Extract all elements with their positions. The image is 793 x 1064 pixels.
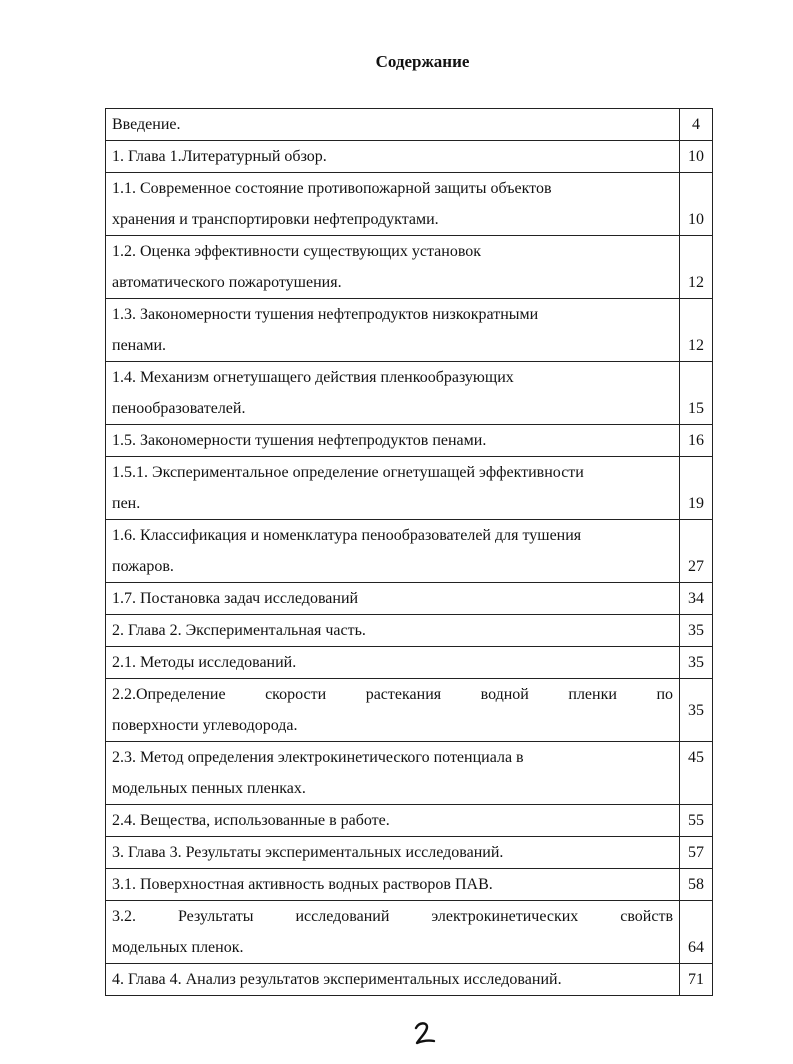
toc-entry-page: 55: [680, 805, 713, 837]
page-title: Содержание: [375, 52, 470, 71]
toc-entry-title: 1.5. Закономерности тушения нефтепродуктов пенами.: [106, 425, 680, 457]
toc-entry-line: 2.2.Определение скорости растекания водной пленки по: [112, 686, 673, 703]
table-row: [106, 109, 713, 141]
toc-entry-line: автоматического пожаротушения.: [112, 274, 342, 291]
toc-entry-page: 10: [680, 173, 713, 236]
toc-entry-line: модельных пленок.: [112, 939, 244, 956]
toc-entry-page: 16: [680, 425, 713, 457]
toc-entry-page: 12: [680, 236, 713, 299]
toc-entry-title: 2.4. Вещества, использованные в работе.: [106, 805, 680, 837]
toc-entry-title: [106, 457, 680, 520]
toc-entry-title: 2. Глава 2. Экспериментальная часть.: [106, 615, 680, 647]
toc-entry-title: [106, 299, 680, 362]
toc-entry-title: [106, 236, 680, 299]
toc-entry-line: 1.2. Оценка эффективности существующих установок: [112, 243, 482, 260]
toc-entry-line: пенами.: [112, 337, 167, 354]
toc-entry-line: пенообразователей.: [112, 400, 246, 417]
toc-entry-title: 1. Глава 1.Литературный обзор.: [106, 141, 680, 173]
toc-entry-title: [106, 520, 680, 583]
table-row: [106, 647, 713, 679]
toc-entry-page: 27: [680, 520, 713, 583]
table-row: [106, 679, 713, 742]
toc-entry-line: 1.5.1. Экспериментальное определение огнетушащей эффективности: [112, 464, 584, 481]
table-row: [106, 141, 713, 173]
handwritten-page-number: [410, 1018, 440, 1048]
toc-entry-line: 1.1. Современное состояние противопожарной защиты объектов: [112, 180, 552, 197]
toc-entry-line: пен.: [112, 495, 141, 512]
toc-entry-page: 34: [680, 583, 713, 615]
toc-entry-title: 3.1. Поверхностная активность водных растворов ПАВ.: [106, 869, 680, 901]
toc-entry-page: 71: [680, 964, 713, 996]
toc-entry-title: [106, 901, 680, 964]
table-row: [106, 901, 713, 964]
table-row: [106, 299, 713, 362]
table-row: [106, 425, 713, 457]
toc-entry-page: 12: [680, 299, 713, 362]
toc-entry-line: 1.4. Механизм огнетушащего действия пленкообразующих: [112, 369, 514, 386]
toc-entry-title: 3. Глава 3. Результаты экспериментальных исследований.: [106, 837, 680, 869]
table-of-contents: [105, 108, 713, 996]
table-row: [106, 869, 713, 901]
table-row: [106, 583, 713, 615]
table-row: [106, 236, 713, 299]
toc-entry-line: поверхности углеводорода.: [112, 717, 298, 734]
toc-entry-title: [106, 742, 680, 805]
table-row: [106, 615, 713, 647]
table-row: [106, 742, 713, 805]
toc-entry-title: 2.1. Методы исследований.: [106, 647, 680, 679]
toc-entry-page: 45: [680, 742, 713, 805]
toc-entry-line: модельных пенных пленках.: [112, 780, 306, 797]
toc-entry-line: хранения и транспортировки нефтепродуктами.: [112, 211, 439, 228]
toc-entry-line: 3.2. Результаты исследований электрокинетических свойств: [112, 908, 673, 925]
table-row: [106, 173, 713, 236]
toc-entry-title: [106, 362, 680, 425]
toc-entry-title: [106, 173, 680, 236]
table-row: [106, 362, 713, 425]
table-row: [106, 837, 713, 869]
toc-entry-page: 57: [680, 837, 713, 869]
toc-entry-page: 15: [680, 362, 713, 425]
toc-entry-title: 4. Глава 4. Анализ результатов экспериментальных исследований.: [106, 964, 680, 996]
table-row: [106, 457, 713, 520]
toc-entry-title: 1.7. Постановка задач исследований: [106, 583, 680, 615]
toc-entry-page: 19: [680, 457, 713, 520]
toc-entry-page: 4: [680, 109, 713, 141]
table-row: [106, 805, 713, 837]
table-row: [106, 520, 713, 583]
toc-entry-line: 1.6. Классификация и номенклатура пенообразователей для тушения: [112, 527, 582, 544]
toc-entry-page: 35: [680, 647, 713, 679]
toc-entry-line: 2.3. Метод определения электрокинетического потенциала в: [112, 749, 524, 766]
toc-entry-page: 64: [680, 901, 713, 964]
toc-entry-page: 10: [680, 141, 713, 173]
toc-entry-title: [106, 679, 680, 742]
toc-entry-page: 35: [680, 615, 713, 647]
toc-entry-page: 35: [680, 679, 713, 742]
table-row: [106, 964, 713, 996]
toc-entry-page: 58: [680, 869, 713, 901]
toc-entry-title: Введение.: [106, 109, 680, 141]
toc-entry-line: пожаров.: [112, 558, 174, 575]
toc-entry-line: 1.3. Закономерности тушения нефтепродуктов низкократными: [112, 306, 539, 323]
